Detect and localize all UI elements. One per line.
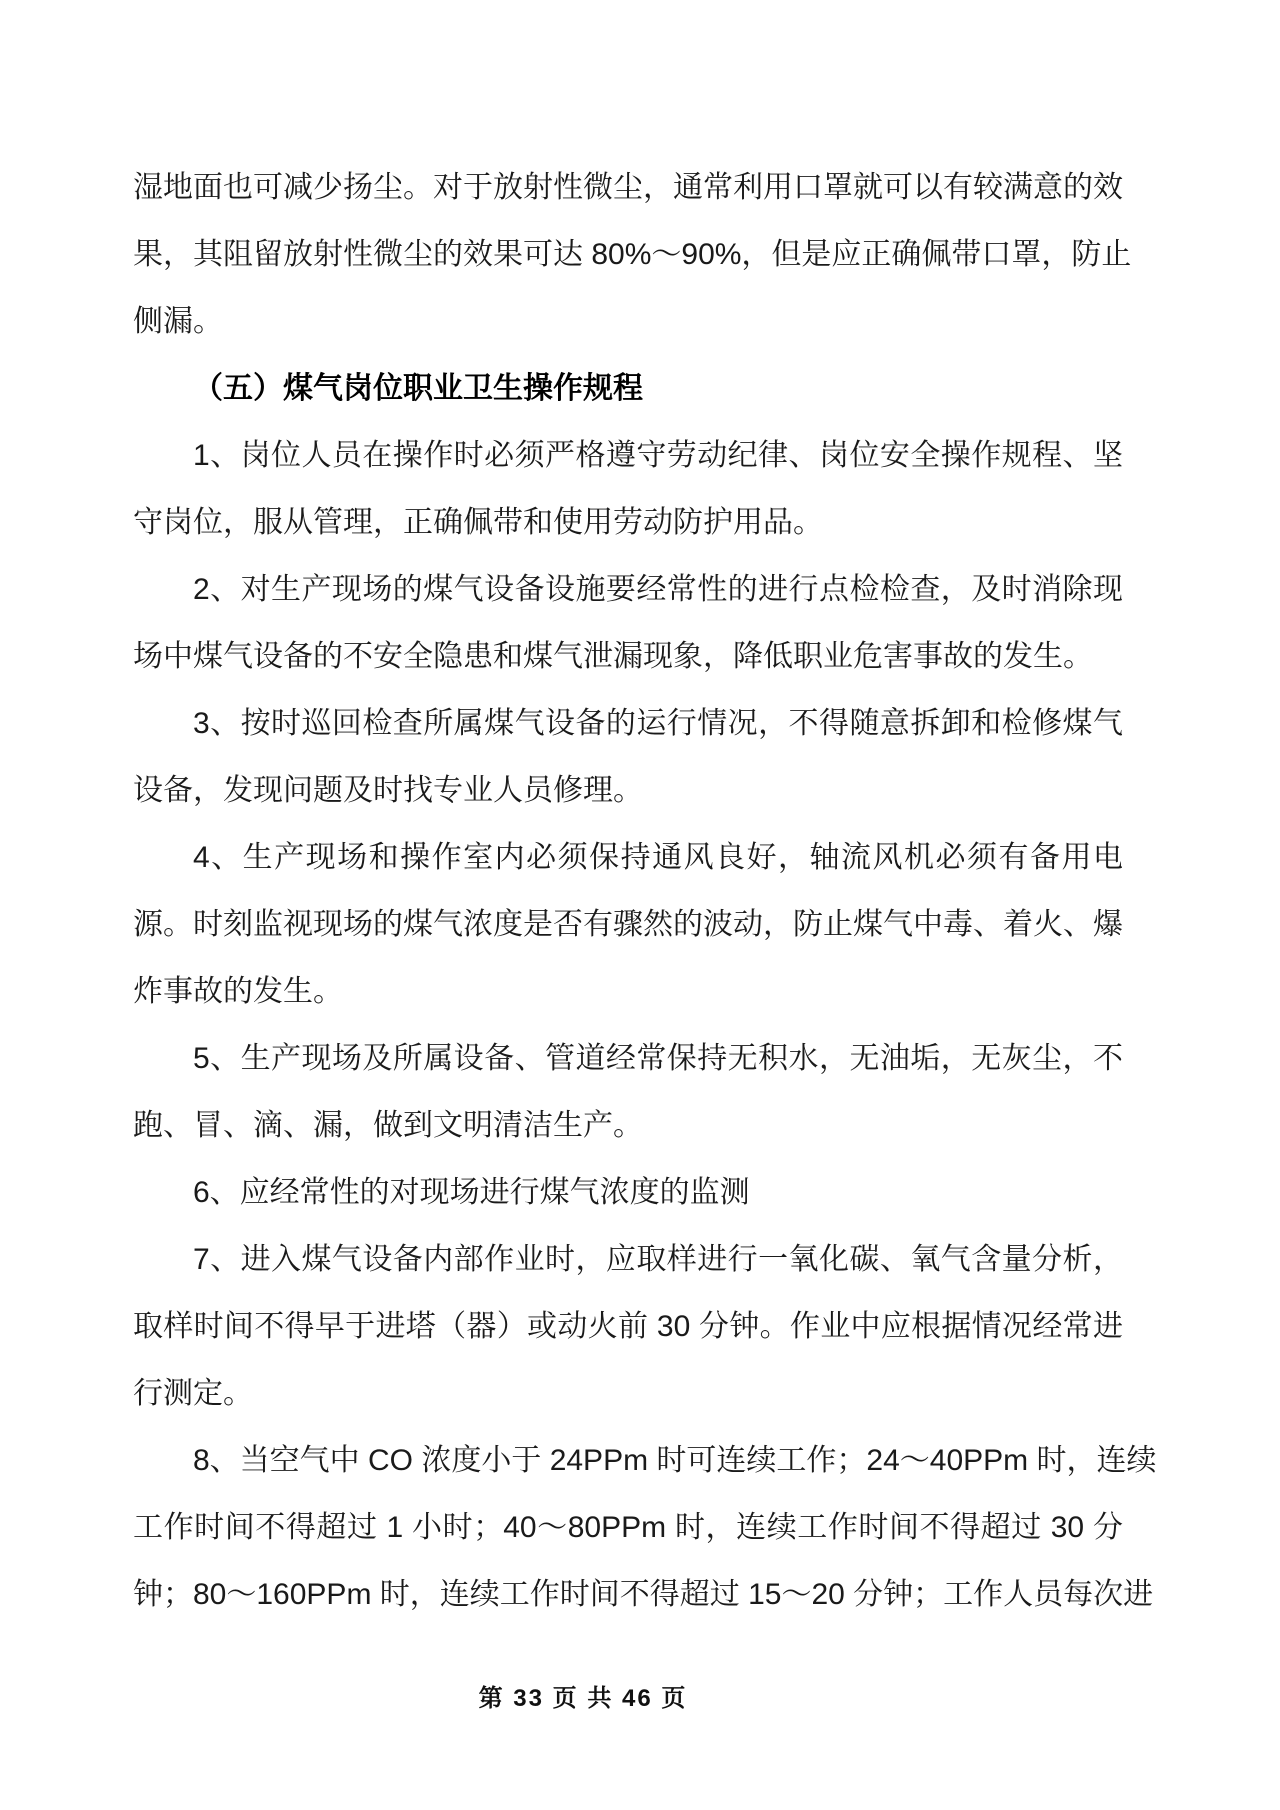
text-line-item-5: 5、生产现场及所属设备、管道经常保持无积水，无油垢，无灰尘，不 (193, 1042, 1123, 1075)
text-line: 果，其阻留放射性微尘的效果可达 80%～90%，但是应正确佩带口罩，防止 (133, 238, 1132, 271)
text-line: 工作时间不得超过 1 小时；40～80PPm 时，连续工作时间不得超过 30 分 (133, 1511, 1123, 1544)
text-line: 钟；80～160PPm 时，连续工作时间不得超过 15～20 分钟；工作人员每次进 (133, 1578, 1154, 1611)
text-line-item-1: 1、岗位人员在操作时必须严格遵守劳动纪律、岗位安全操作规程、坚 (193, 439, 1123, 472)
text-line: 侧漏。 (133, 305, 223, 338)
section-heading: （五）煤气岗位职业卫生操作规程 (193, 372, 643, 405)
document-body (133, 154, 1157, 1628)
text-line: 设备，发现问题及时找专业人员修理。 (133, 774, 643, 807)
text-line: 跑、冒、滴、漏，做到文明清洁生产。 (133, 1109, 643, 1142)
text-line-item-4: 4、生产现场和操作室内必须保持通风良好，轴流风机必须有备用电 (193, 841, 1123, 874)
text-line: 守岗位，服从管理，正确佩带和使用劳动防护用品。 (133, 506, 823, 539)
text-line-item-7: 7、进入煤气设备内部作业时，应取样进行一氧化碳、氧气含量分析， (193, 1243, 1123, 1276)
text-line: 场中煤气设备的不安全隐患和煤气泄漏现象，降低职业危害事故的发生。 (133, 640, 1093, 673)
text-line: 取样时间不得早于进塔（器）或动火前 30 分钟。作业中应根据情况经常进 (133, 1310, 1123, 1343)
text-line-item-6: 6、应经常性的对现场进行煤气浓度的监测 (193, 1176, 750, 1209)
text-line-item-2: 2、对生产现场的煤气设备设施要经常性的进行点检检查，及时消除现 (193, 573, 1123, 606)
text-line-item-3: 3、按时巡回检查所属煤气设备的运行情况，不得随意拆卸和检修煤气 (193, 707, 1123, 740)
text-line: 源。时刻监视现场的煤气浓度是否有骤然的波动，防止煤气中毒、着火、爆 (133, 908, 1123, 941)
text-line-item-8: 8、当空气中 CO 浓度小于 24PPm 时可连续工作；24～40PPm 时，连续 (193, 1444, 1157, 1477)
text-line: 湿地面也可减少扬尘。对于放射性微尘，通常利用口罩就可以有较满意的效 (133, 171, 1123, 204)
page-number-footer: 第 33 页 共 46 页 (478, 1685, 688, 1712)
text-line: 炸事故的发生。 (133, 975, 343, 1008)
text-line: 行测定。 (133, 1377, 253, 1410)
